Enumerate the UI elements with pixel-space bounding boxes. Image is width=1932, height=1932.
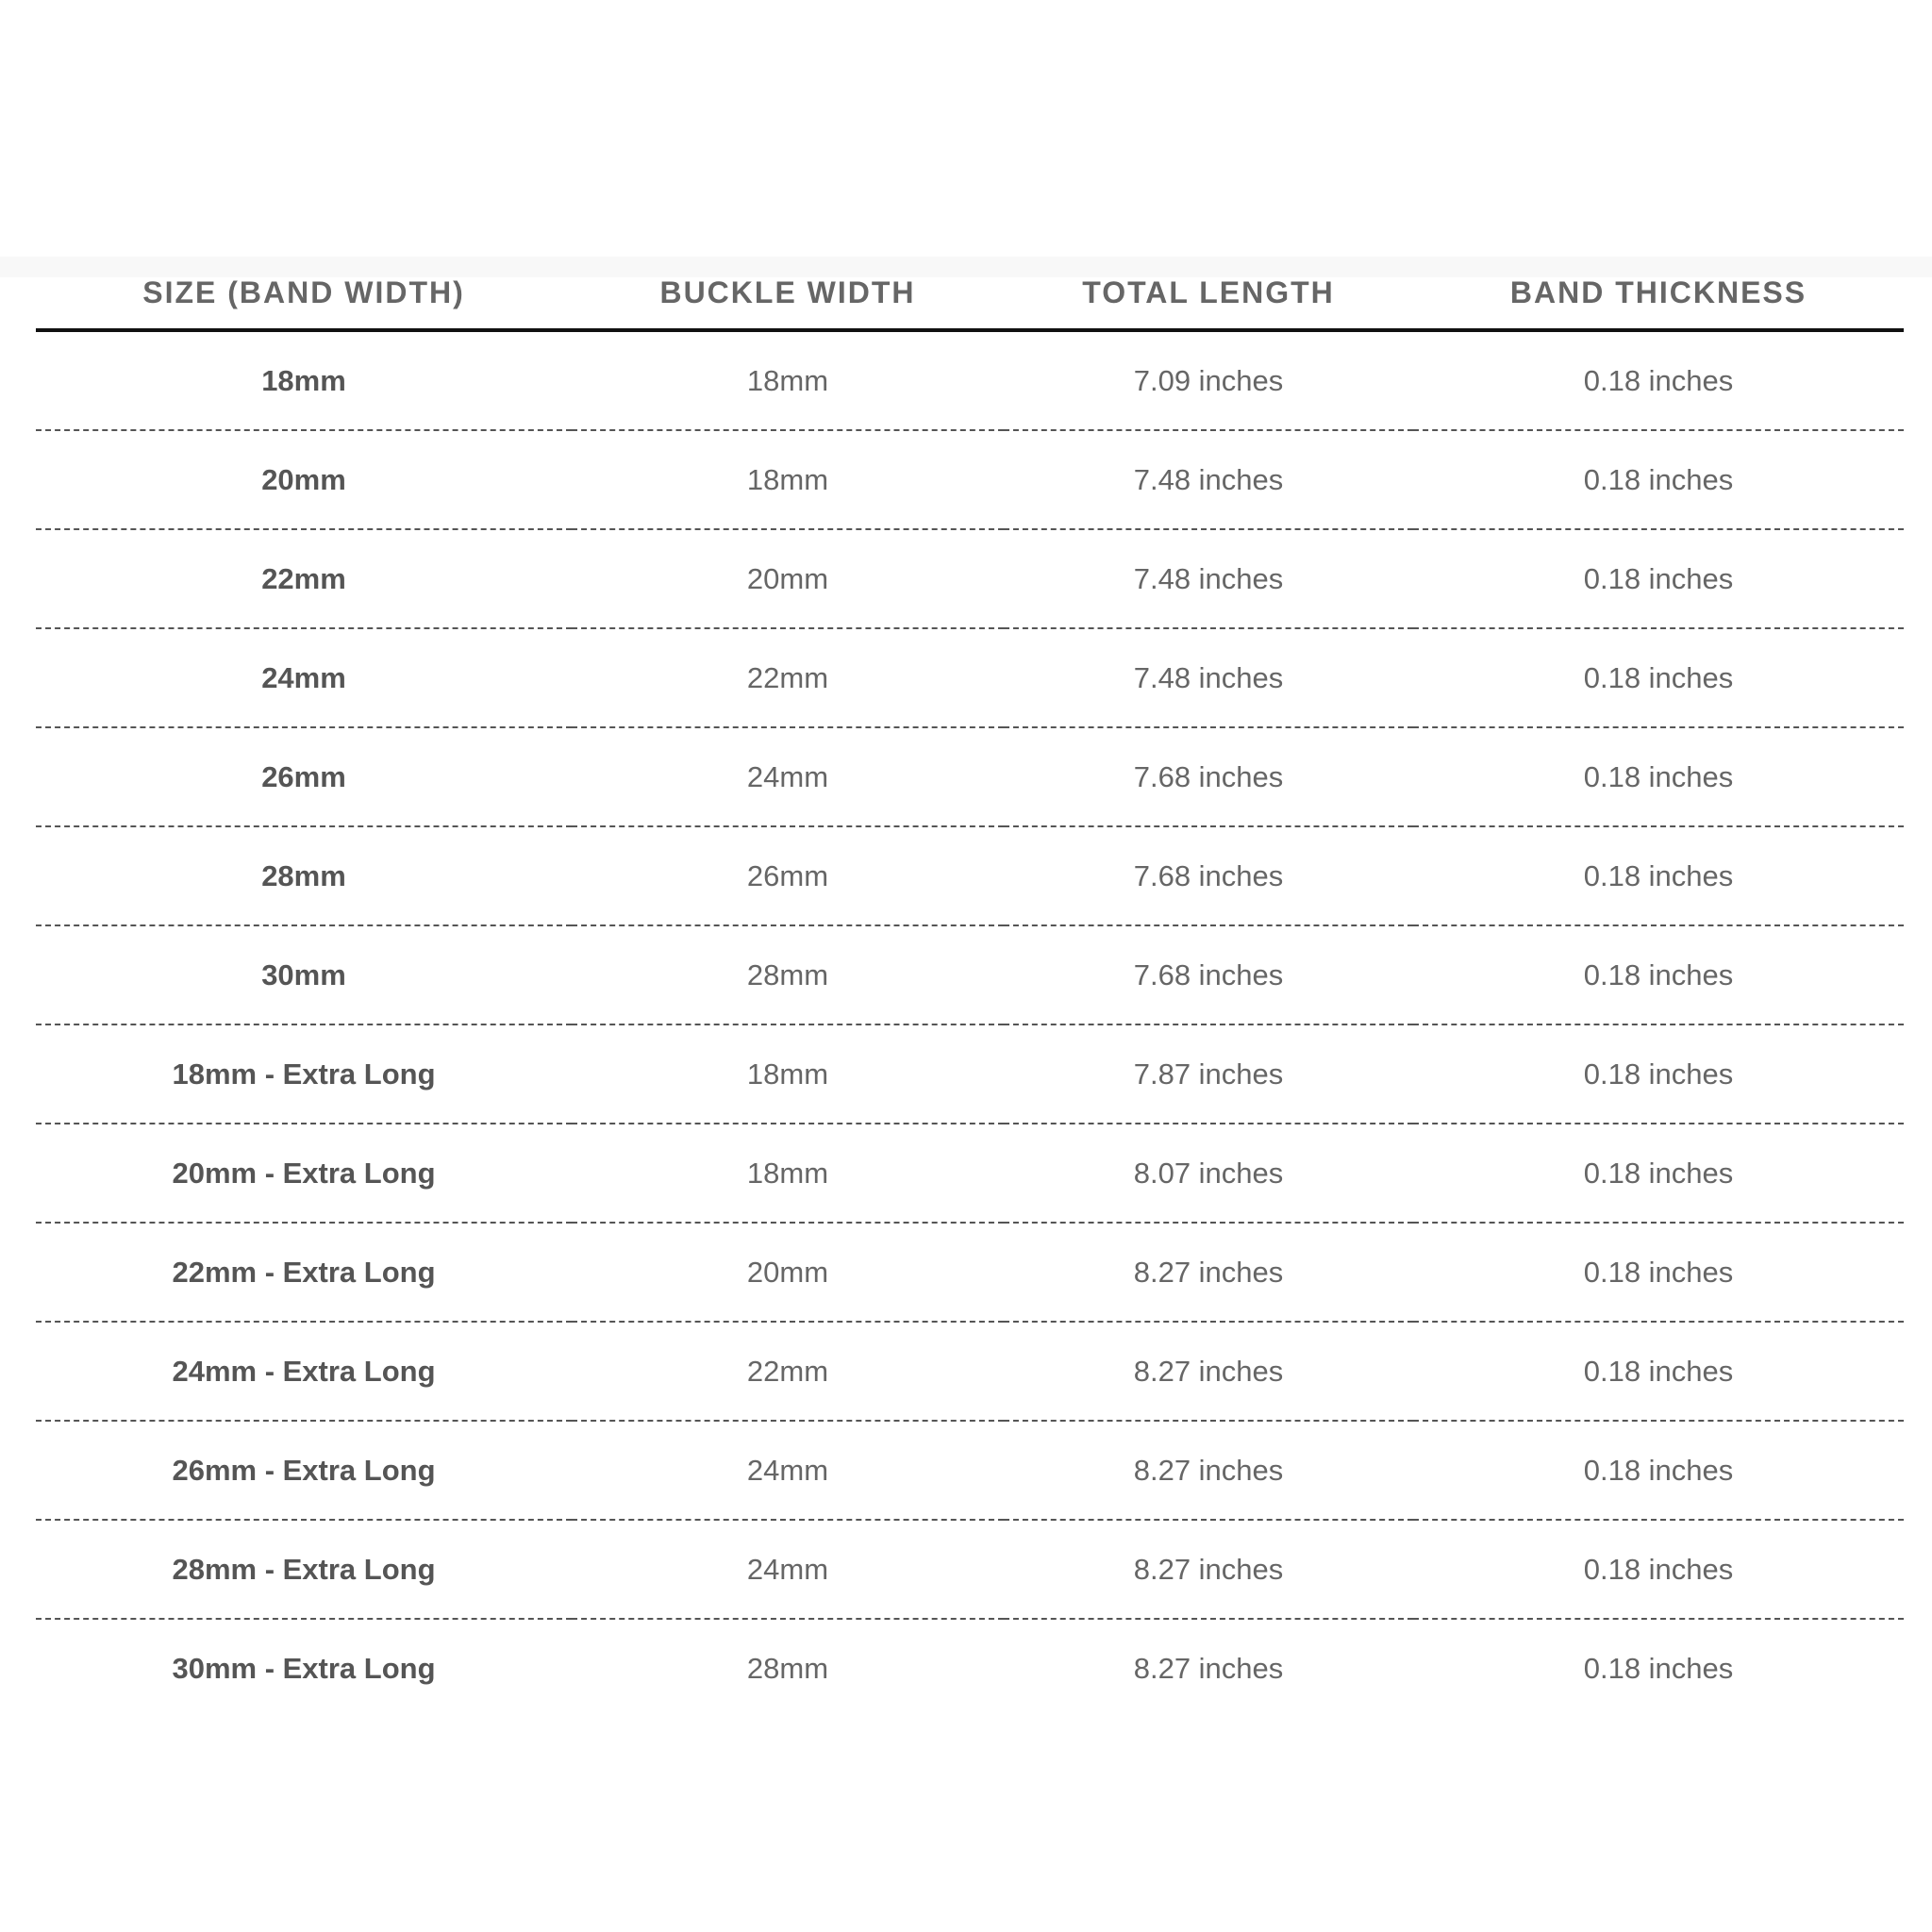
table-row (36, 727, 1904, 826)
size-cell: 22mm (36, 529, 572, 628)
buckle-width-cell: 18mm (572, 1024, 1004, 1124)
header-buckle-width: BUCKLE WIDTH (572, 257, 1004, 330)
size-cell: 18mm (36, 330, 572, 430)
table-row (36, 925, 1904, 1024)
total-length-cell: 8.27 inches (1004, 1421, 1413, 1520)
size-cell: 24mm (36, 628, 572, 727)
total-length-cell: 7.87 inches (1004, 1024, 1413, 1124)
buckle-width-cell: 28mm (746, 1651, 829, 1685)
size-cell: 30mm (36, 925, 572, 1024)
size-cell: 26mm (36, 727, 572, 826)
total-length-cell: 8.27 inches (1133, 1651, 1284, 1685)
table-row (36, 826, 1904, 925)
buckle-width-cell: 24mm (572, 1520, 1004, 1619)
table-row (36, 628, 1904, 727)
size-cell: 22mm - Extra Long (36, 1223, 572, 1322)
buckle-width-cell: 18mm (572, 1124, 1004, 1223)
total-length-cell: 7.68 inches (1004, 925, 1413, 1024)
buckle-width-cell: 28mm (572, 925, 1004, 1024)
band-thickness-cell: 0.18 inches (1413, 628, 1904, 727)
buckle-width-cell: 26mm (572, 826, 1004, 925)
total-length-cell: 8.27 inches (1004, 1223, 1413, 1322)
table-row (36, 1124, 1904, 1223)
band-thickness-cell: 0.18 inches (1413, 826, 1904, 925)
header-row (36, 257, 1904, 330)
buckle-width-cell: 18mm (572, 430, 1004, 529)
table-row (36, 529, 1904, 628)
buckle-width-cell: 20mm (572, 529, 1004, 628)
size-cell: 24mm - Extra Long (36, 1322, 572, 1421)
size-cell: 20mm - Extra Long (36, 1124, 572, 1223)
buckle-width-cell: 22mm (572, 1322, 1004, 1421)
band-thickness-cell: 0.18 inches (1413, 430, 1904, 529)
table-row (36, 1520, 1904, 1619)
header-size: SIZE (BAND WIDTH) (36, 257, 572, 330)
table-row (36, 1024, 1904, 1124)
table-row (36, 1619, 1904, 1717)
band-thickness-cell: 0.18 inches (1413, 727, 1904, 826)
header-band-thickness: BAND THICKNESS (1413, 257, 1904, 330)
table-row (36, 1421, 1904, 1520)
size-cell: 28mm - Extra Long (36, 1520, 572, 1619)
band-thickness-cell: 0.18 inches (1413, 1124, 1904, 1223)
total-length-cell: 7.48 inches (1004, 430, 1413, 529)
total-length-cell: 7.48 inches (1004, 628, 1413, 727)
band-thickness-cell: 0.18 inches (1413, 1223, 1904, 1322)
buckle-width-cell: 24mm (572, 727, 1004, 826)
total-length-cell: 7.68 inches (1004, 826, 1413, 925)
size-cell: 26mm - Extra Long (36, 1421, 572, 1520)
size-chart-table (36, 257, 1904, 1717)
size-cell: 28mm (36, 826, 572, 925)
size-cell: 18mm - Extra Long (36, 1024, 572, 1124)
buckle-width-cell: 24mm (572, 1421, 1004, 1520)
buckle-width-cell: 18mm (572, 330, 1004, 430)
table-body (36, 330, 1904, 1717)
total-length-cell: 8.07 inches (1004, 1124, 1413, 1223)
size-cell: 30mm - Extra Long (172, 1651, 436, 1685)
total-length-cell: 7.68 inches (1004, 727, 1413, 826)
band-thickness-cell: 0.18 inches (1413, 330, 1904, 430)
total-length-cell: 8.27 inches (1004, 1322, 1413, 1421)
total-length-cell: 7.09 inches (1004, 330, 1413, 430)
band-thickness-cell: 0.18 inches (1413, 925, 1904, 1024)
band-thickness-cell: 0.18 inches (1413, 1520, 1904, 1619)
band-thickness-cell: 0.18 inches (1413, 1322, 1904, 1421)
band-thickness-cell: 0.18 inches (1413, 1421, 1904, 1520)
band-thickness-cell: 0.18 inches (1583, 1651, 1734, 1685)
buckle-width-cell: 20mm (572, 1223, 1004, 1322)
table-row (36, 330, 1904, 430)
band-thickness-cell: 0.18 inches (1413, 1024, 1904, 1124)
table-row (36, 1223, 1904, 1322)
total-length-cell: 7.48 inches (1004, 529, 1413, 628)
band-thickness-cell: 0.18 inches (1413, 529, 1904, 628)
size-cell: 20mm (36, 430, 572, 529)
table-row (36, 1322, 1904, 1421)
buckle-width-cell: 22mm (572, 628, 1004, 727)
header-total-length: TOTAL LENGTH (1004, 257, 1413, 330)
total-length-cell: 8.27 inches (1004, 1520, 1413, 1619)
table-row (36, 430, 1904, 529)
